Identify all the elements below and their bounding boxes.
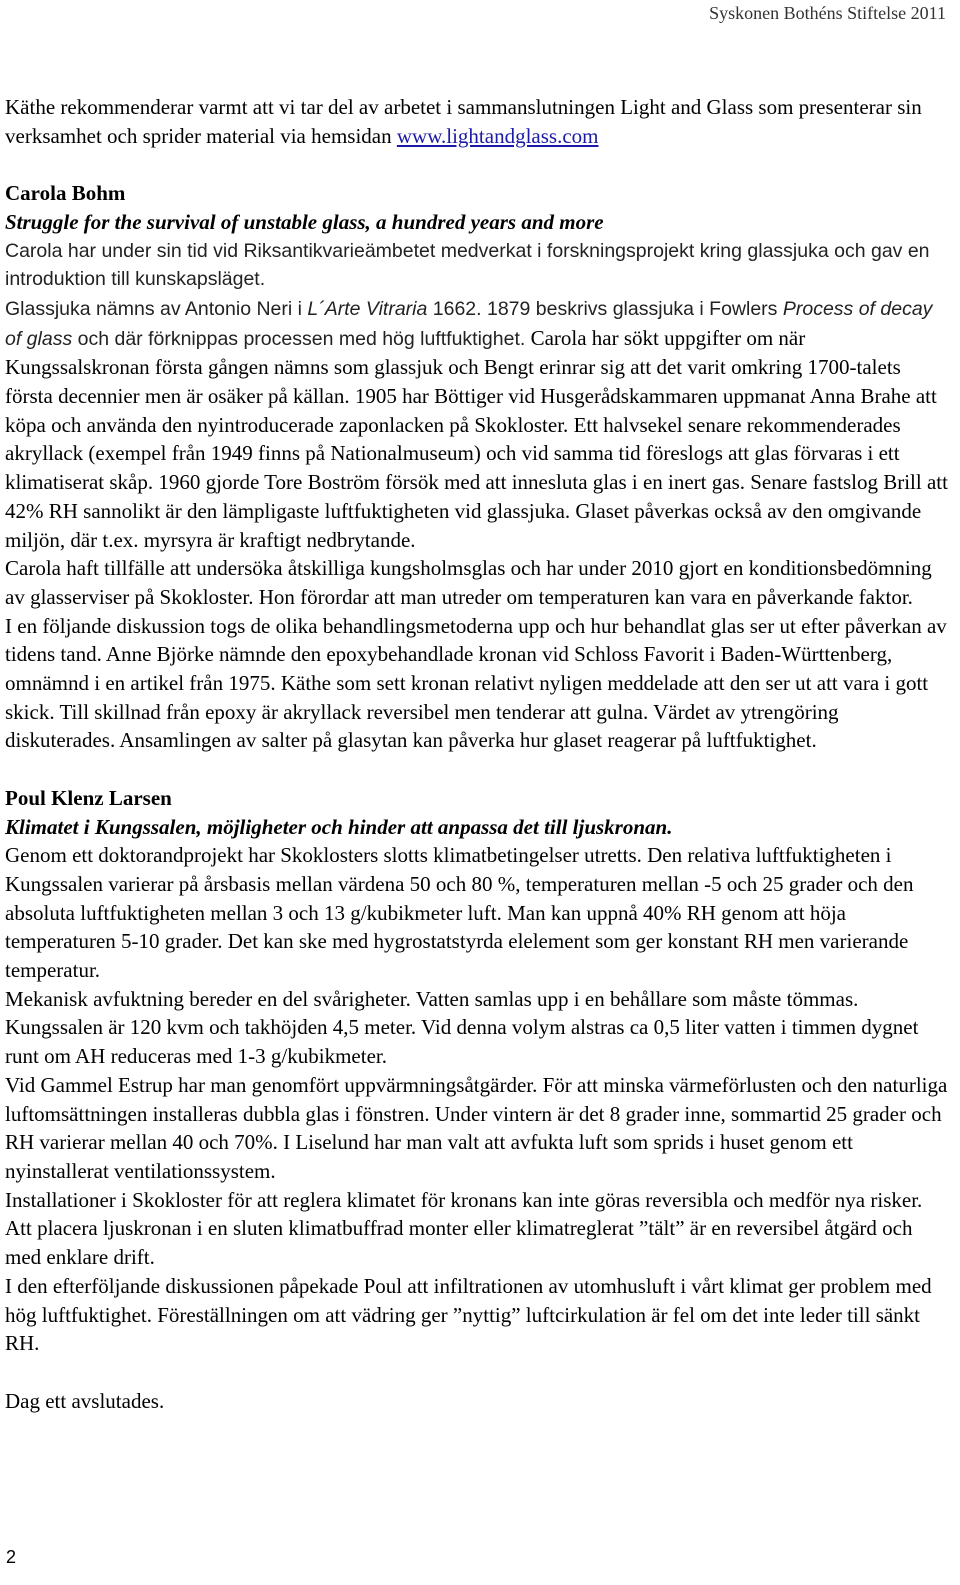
intro-paragraph bbox=[5, 93, 950, 150]
poul-paragraph-5: I den efterföljande diskussionen påpekade Poul att infiltrationen av utomhusluft i vårt klimat ger problem med hög luftfuktighet. Föreställningen om att vädring ger ”nyttig” luftcirkulation är fel om det inte leder till sänkt RH. bbox=[5, 1273, 932, 1356]
lightandglass-link[interactable]: www.lightandglass.com bbox=[396, 123, 599, 148]
page-number: 2 bbox=[6, 1547, 17, 1567]
talk-title-poul: Klimatet i Kungssalen, möjligheter och hinder att anpassa det till ljuskronan. bbox=[5, 814, 673, 839]
carola-p2-book: L´Arte Vitraria bbox=[307, 297, 428, 320]
intro-text: Käthe rekommenderar varmt att vi tar del av arbetet i sammanslutningen Light and Glass som presenterar sin verksamhet och sprider material via hemsidan bbox=[5, 95, 922, 148]
speaker-name-poul: Poul Klenz Larsen bbox=[5, 785, 172, 810]
carola-paragraph-1: Carola har under sin tid vid Riksantikvarieämbetet medverkat i forskningsprojekt kring glassjuka och gav en introduktion till kunskapsläget. bbox=[5, 239, 930, 291]
talk-title-carola: Struggle for the survival of unstable glass, a hundred years and more bbox=[5, 209, 604, 234]
carola-p2-work: Process of decay of glass bbox=[5, 297, 933, 350]
carola-p2-g: Ett halvsekel senare rekommenderades akryllack (exempel från 1949 finns på Nationalmuseum) och vid samma tid föreslogs att glas förvaras i ett klimatiserat skåp. 1960 gjorde Tore Boström försök med att innesluta glas i en inert gas. Senare fastslog Brill att 42% RH sannolikt är den lämpligaste luftfuktigheten vid glassjuka. Glaset påverkas också av den omgivande miljön, där t.ex. myrsyra är kraftigt nedbrytande. bbox=[5, 412, 948, 552]
poul-paragraph-1: Genom ett doktorandprojekt har Skoklosters slotts klimatbetingelser utretts. Den relativa luftfuktigheten i Kungssalen varierar på årsbasis mellan värdena 50 och 80 %, temperaturen mellan -5 och 25 grader och den absoluta luftfuktigheten mellan 3 och 13 g/kubikmeter luft. Man kan uppnå 40% RH genom att höja temperaturen 5-10 grader. Det kan ske med hygrostatstyrda elelement som ger konstant RH men varierande temperatur. bbox=[5, 843, 914, 983]
carola-paragraph-2 bbox=[5, 294, 950, 554]
carola-p2-e: och där förknippas processen med hög luftfuktighet. bbox=[72, 327, 526, 350]
poul-paragraph-2: Mekanisk avfuktning bereder en del svårigheter. Vatten samlas upp i en behållare som måste tömmas. Kungssalen är 120 kvm och takhöjden 4,5 meter. Vid denna volym alstras ca 0,5 liter vatten i timmen dygnet runt om AH reduceras med 1-3 g/kubikmeter. bbox=[5, 986, 919, 1069]
speaker-name-carola: Carola Bohm bbox=[5, 181, 126, 206]
carola-p2-a: Glassjuka nämns av Antonio Neri i bbox=[5, 297, 308, 320]
closing-line: Dag ett avslutades. bbox=[5, 1388, 165, 1413]
carola-p2-f: Carola har sökt uppgifter om när Kungssalskronan första gången nämns som glassjuk och Bengt erinrar sig att det varit omkring 1700-talets första decennier men är osäker på källan. 1905 har Böttiger vid Husgerådskammaren uppmanat Anna Brahe att köpa och använda den nyintroducerade zaponlacken på Skokloster. bbox=[5, 325, 937, 437]
carola-p2-c: 1662. 1879 beskrivs glassjuka i Fowlers bbox=[427, 297, 783, 320]
document-body bbox=[5, 93, 950, 1415]
poul-paragraph-4: Installationer i Skokloster för att reglera klimatet för kronans kan inte göras reversibla och medför nya risker. Att placera ljuskronan i en sluten klimatbuffrad monter eller klimatreglerat ”tält” är en reversibel åtgärd och med enklare drift. bbox=[5, 1187, 923, 1270]
carola-paragraph-3: Carola haft tillfälle att undersöka åtskilliga kungsholmsglas och har under 2010 gjort en konditionsbedömning av glasserviser på Skokloster. Hon förordar att man utreder om temperaturen kan vara en påverkande faktor. bbox=[5, 556, 932, 609]
carola-paragraph-4: I en följande diskussion togs de olika behandlingsmetoderna upp och hur behandlat glas ser ut efter påverkan av tidens tand. Anne Björke nämnde den epoxybehandlade kronan vid Schloss Favorit i Baden-Württenberg, omnämnd i en artikel från 1975. Käthe som sett kronan relativt nyligen meddelade att den ser ut att vara i gott skick. Till skillnad från epoxy är akryllack reversibel men tenderar att gulna. Värdet av ytrengöring diskuterades. Ansamlingen av salter på glasytan kan påverka hur glaset reagerar på luftfuktighet. bbox=[5, 613, 947, 753]
running-header: Syskonen Bothéns Stiftelse 2011 bbox=[709, 3, 946, 23]
poul-paragraph-3: Vid Gammel Estrup har man genomfört uppvärmningsåtgärder. För att minska värmeförlusten och den naturliga luftomsättningen installeras dubbla glas i fönstren. Under vintern är det 8 grader inne, sommartid 25 grader och RH varierar mellan 40 och 70%. I Liselund har man valt att avfukta luft som sprids i huset genom ett nyinstallerat ventilationssystem. bbox=[5, 1072, 948, 1183]
